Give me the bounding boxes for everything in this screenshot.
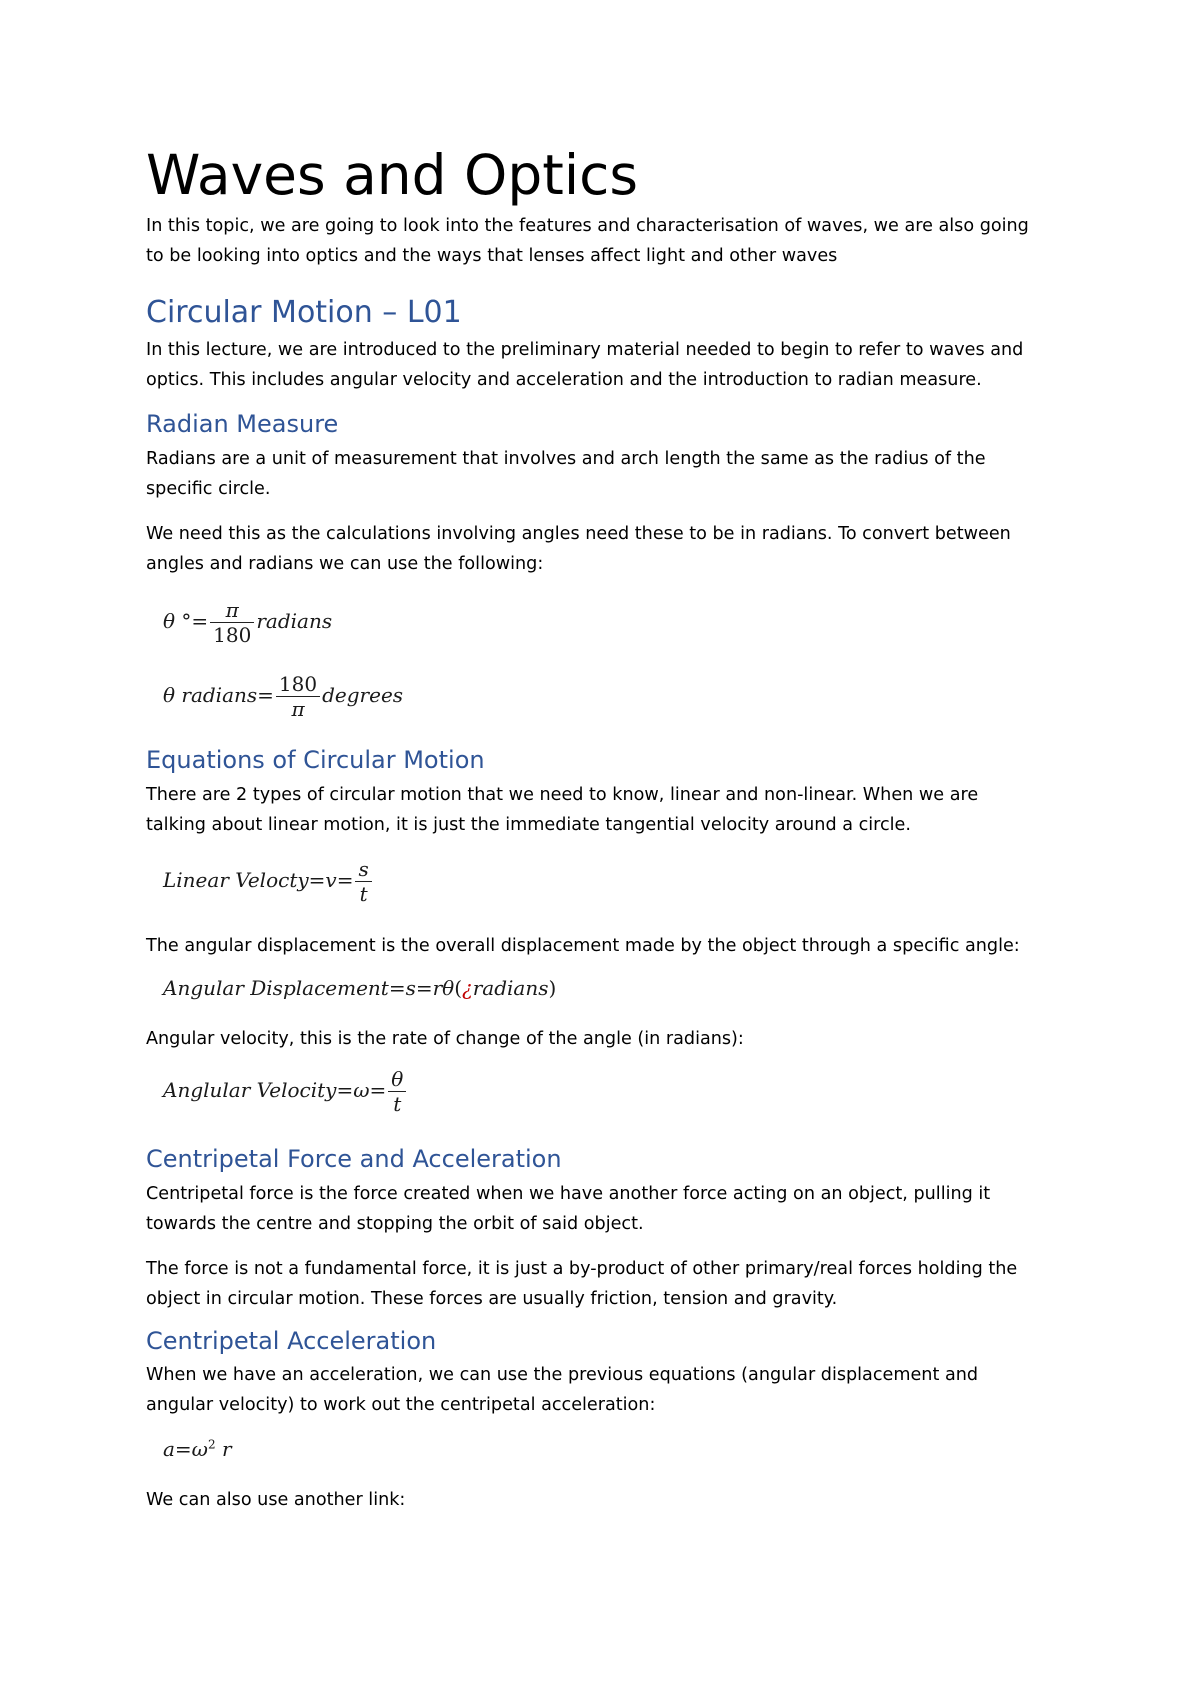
intro-line: In this topic, we are going to look into the features and characterisation of waves, we are also going — [146, 216, 1029, 236]
eq-lhs: Linear Velocty=v= — [163, 868, 354, 892]
paragraph-line: We need this as the calculations involving angles need these to be in radians. To convert between — [146, 524, 1011, 544]
centripetal-force-paragraph-2 — [146, 1255, 1066, 1314]
page-title: Waves and Optics — [146, 143, 638, 207]
denominator: 180 — [210, 622, 254, 647]
paragraph-line: In this lecture, we are introduced to the preliminary material needed to begin to refer to waves and — [146, 340, 1024, 360]
equation-degrees-to-radians — [163, 598, 332, 647]
paragraph-line: When we have an acceleration, we can use the previous equations (angular displacement and — [146, 1365, 979, 1385]
intro-paragraph — [146, 212, 1066, 271]
equations-paragraph-3 — [146, 1025, 1066, 1055]
numerator: θ — [391, 1067, 404, 1091]
equation-centripetal-acceleration — [163, 1437, 232, 1461]
eq-rhs: r — [215, 1437, 232, 1461]
radian-paragraph-1 — [146, 445, 1066, 504]
centripetal-acceleration-paragraph-1 — [146, 1361, 1066, 1420]
numerator: s — [358, 857, 369, 881]
paragraph-line: object in circular motion. These forces are usually friction, tension and gravity. — [146, 1288, 838, 1309]
equations-paragraph-2 — [146, 932, 1066, 962]
heading-centripetal-force: Centripetal Force and Acceleration — [146, 1145, 562, 1173]
paragraph-line: optics. This includes angular velocity and acceleration and the introduction to radian measure. — [146, 369, 982, 390]
denominator: t — [355, 881, 371, 906]
paragraph-line: Centripetal force is the force created when we have another force acting on an object, pulling it — [146, 1184, 991, 1204]
denominator: π — [276, 696, 320, 721]
stray-glyph: ¿ — [462, 976, 473, 1000]
fraction — [388, 1067, 406, 1116]
centripetal-force-paragraph-1 — [146, 1180, 1066, 1239]
denominator: t — [388, 1091, 406, 1116]
exponent: 2 — [208, 1437, 216, 1452]
centripetal-acceleration-paragraph-2 — [146, 1486, 1066, 1516]
eq-lhs: Anglular Velocity=ω= — [163, 1078, 387, 1102]
fraction — [276, 672, 320, 721]
paragraph-line: We can also use another link: — [146, 1490, 406, 1510]
eq-lhs: θ °= — [163, 609, 209, 633]
paragraph-line: Radians are a unit of measurement that involves and arch length the same as the radius of the — [146, 449, 986, 469]
paragraph-line: The angular displacement is the overall displacement made by the object through a specific angle: — [146, 936, 1020, 956]
radian-paragraph-2 — [146, 520, 1066, 579]
paragraph-line: Angular velocity, this is the rate of change of the angle (in radians): — [146, 1029, 744, 1049]
paragraph-line: angles and radians we can use the following: — [146, 553, 544, 574]
paragraph-line: specific circle. — [146, 478, 271, 499]
numerator: 180 — [278, 672, 318, 696]
paragraph-line: There are 2 types of circular motion that we need to know, linear and non-linear. When we are — [146, 785, 979, 805]
eq-unit: radians — [472, 976, 549, 1000]
heading-circular-motion: Circular Motion – L01 — [146, 295, 462, 330]
fraction — [210, 598, 254, 647]
fraction — [355, 857, 371, 906]
paragraph-line: talking about linear motion, it is just the immediate tangential velocity around a circle. — [146, 814, 911, 835]
equation-radians-to-degrees — [163, 672, 403, 721]
heading-radian-measure: Radian Measure — [146, 410, 339, 438]
paragraph-line: towards the centre and stopping the orbit of said object. — [146, 1213, 644, 1234]
equation-angular-velocity — [163, 1067, 408, 1116]
paragraph-line: angular velocity) to work out the centripetal acceleration: — [146, 1394, 656, 1415]
heading-equations-circular-motion: Equations of Circular Motion — [146, 746, 485, 774]
eq-rhs: radians — [256, 609, 333, 633]
numerator: π — [225, 598, 239, 622]
heading-centripetal-acceleration: Centripetal Acceleration — [146, 1327, 437, 1355]
eq-lhs: θ radians= — [163, 683, 274, 707]
open-paren: ( — [454, 976, 463, 1000]
equation-angular-displacement — [163, 976, 556, 1000]
close-paren: ) — [548, 976, 557, 1000]
paragraph-line: The force is not a fundamental force, it is just a by-product of other primary/real forces holding the — [146, 1259, 1018, 1279]
circular-motion-paragraph — [146, 336, 1066, 395]
intro-line: to be looking into optics and the ways that lenses affect light and other waves — [146, 245, 838, 266]
eq-lhs: Angular Displacement=s=rθ — [163, 976, 455, 1000]
eq-rhs: degrees — [322, 683, 404, 707]
equation-linear-velocity — [163, 857, 374, 906]
equations-paragraph-1 — [146, 781, 1066, 840]
eq-lhs: a=ω — [163, 1437, 208, 1461]
